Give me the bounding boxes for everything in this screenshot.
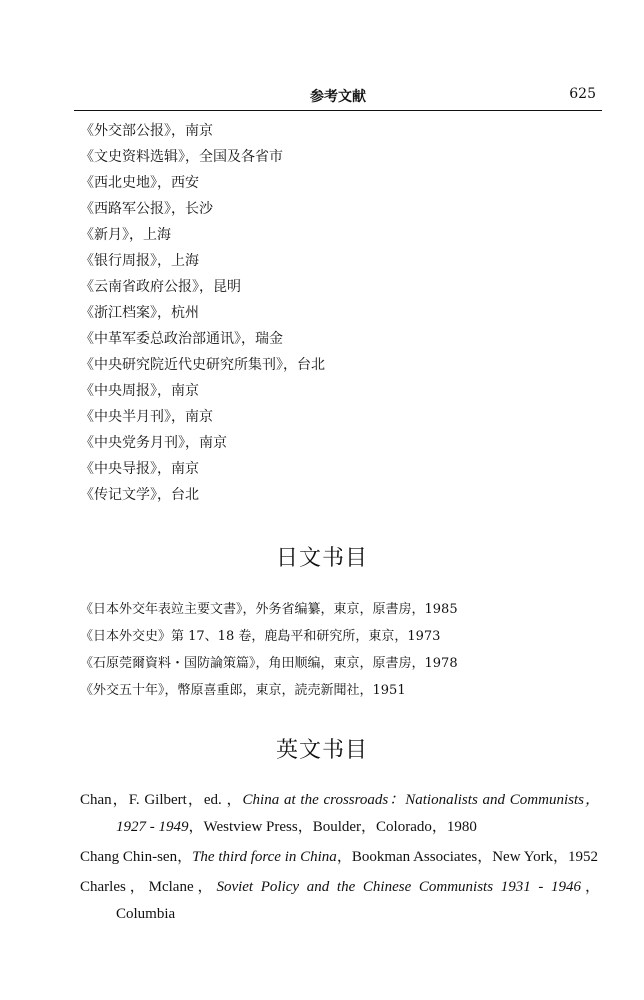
japanese-entry: 《日本外交年表竝主要文書》，外务省编纂，東京，原書房，1985	[80, 602, 458, 617]
periodical-entry: 《云南省政府公报》，昆明	[80, 279, 241, 295]
entry-author: Charles，Mclane，	[80, 879, 217, 895]
periodical-entry: 《中央周报》，南京	[80, 383, 199, 399]
periodical-entry: 《中央党务月刊》，南京	[80, 435, 227, 451]
entry-author: Chan，F. Gilbert，ed. ，	[80, 792, 243, 808]
japanese-entry: 《外交五十年》，幣原喜重郎，東京，読売新聞社，1951	[80, 683, 406, 698]
page-number: 625	[569, 86, 596, 102]
periodical-entry: 《西北史地》，西安	[80, 175, 199, 191]
entry-publication: ，Westview Press，Boulder，Colorado，1980	[188, 819, 477, 835]
japanese-entry: 《石原莞爾資料・国防論策篇》，角田顺编，東京，原書房，1978	[80, 656, 458, 671]
page-header	[74, 84, 602, 111]
periodical-entry: 《文史资料选辑》，全国及各省市	[80, 149, 283, 165]
entry-publication: ，Bookman Associates，New York，1952	[336, 849, 599, 865]
english-entry	[80, 844, 600, 871]
entry-author: Chang Chin-sen，	[80, 849, 193, 865]
english-bibliography-list	[80, 787, 600, 931]
running-title: 参考文献	[310, 89, 366, 105]
japanese-bibliography-heading: 日文书目	[275, 546, 368, 571]
english-entry	[80, 874, 600, 928]
periodical-entry: 《外交部公报》，南京	[80, 123, 213, 139]
periodical-entry: 《中革军委总政治部通讯》，瑞金	[80, 331, 283, 347]
entry-title: The third force in China	[192, 849, 337, 865]
entry-publication: ，Columbia	[116, 879, 600, 922]
periodical-entry: 《中央研究院近代史研究所集刊》，台北	[80, 357, 325, 373]
periodical-list	[80, 118, 325, 508]
periodical-entry: 《传记文学》，台北	[80, 487, 199, 503]
english-bibliography-heading: 英文书目	[275, 738, 368, 763]
periodical-entry: 《银行周报》，上海	[80, 253, 199, 269]
entry-title: Soviet Policy and the Chinese Communists 1931 - 1946	[216, 879, 582, 895]
periodical-entry: 《中央导报》，南京	[80, 461, 199, 477]
periodical-entry: 《西路军公报》，长沙	[80, 201, 213, 217]
japanese-bibliography-list	[80, 596, 458, 704]
entry-title: China at the crossroads：Nationalists and Communists，1927 - 1949	[116, 792, 600, 835]
english-entry	[80, 787, 600, 841]
periodical-entry: 《中央半月刊》，南京	[80, 409, 213, 425]
periodical-entry: 《浙江档案》，杭州	[80, 305, 199, 321]
japanese-entry: 《日本外交史》第 17、18 卷，鹿島平和研究所，東京，1973	[80, 629, 441, 644]
periodical-entry: 《新月》，上海	[80, 227, 171, 243]
